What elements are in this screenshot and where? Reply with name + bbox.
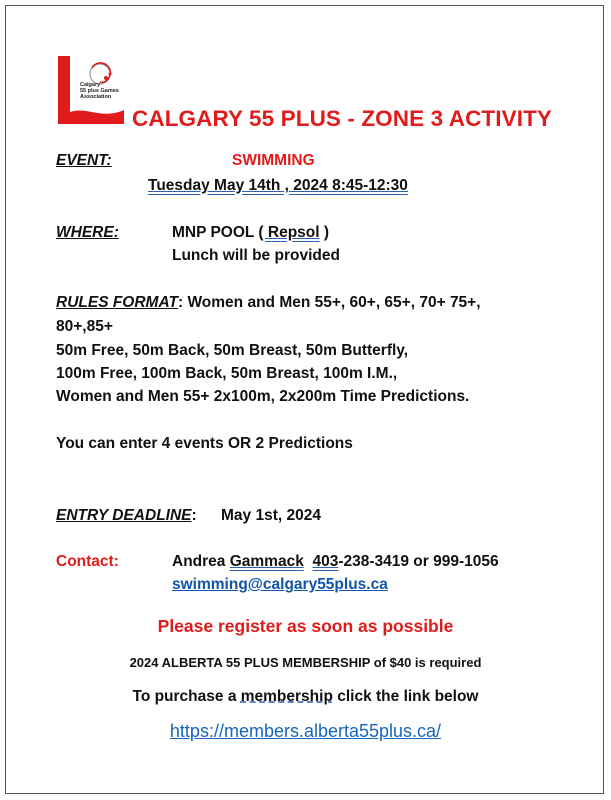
lunch-note: Lunch will be provided bbox=[172, 247, 340, 264]
where-label: WHERE: bbox=[56, 224, 119, 241]
rules-line-4: 100m Free, 100m Back, 50m Breast, 100m I.M., bbox=[56, 365, 398, 382]
deadline-label: ENTRY DEADLINE: bbox=[56, 507, 197, 524]
page-title: CALGARY 55 PLUS - ZONE 3 ACTIVITY bbox=[132, 106, 553, 131]
event-label: EVENT: bbox=[56, 152, 112, 169]
rules-line-1: RULES FORMAT: Women and Men 55+, 60+, 65+, 70+ 75+, bbox=[56, 294, 481, 311]
enter-note: You can enter 4 events OR 2 Predictions bbox=[56, 435, 353, 452]
membership-note: 2024 ALBERTA 55 PLUS MEMBERSHIP of $40 is required bbox=[129, 655, 482, 670]
register-note: Please register as soon as possible bbox=[157, 616, 454, 636]
deadline-value: May 1st, 2024 bbox=[221, 507, 321, 524]
event-date: Tuesday May 14th , 2024 8:45-12:30 bbox=[148, 177, 408, 194]
contact-info: Andrea Gammack 403-238-3419 or 999-1056 bbox=[172, 553, 499, 570]
logo-text: Calgary 55 plus Games Association bbox=[80, 82, 119, 100]
rules-line-3: 50m Free, 50m Back, 50m Breast, 50m Butterfly, bbox=[56, 342, 409, 359]
rules-line-2: 80+,85+ bbox=[56, 318, 113, 335]
event-value: SWIMMING bbox=[232, 152, 315, 169]
purchase-note: To purchase a membership click the link below bbox=[132, 688, 479, 705]
contact-email-link[interactable]: swimming@calgary55plus.ca bbox=[172, 576, 388, 593]
membership-word: membership bbox=[240, 688, 333, 705]
rules-line-5: Women and Men 55+ 2x100m, 2x200m Time Predictions. bbox=[56, 388, 470, 405]
membership-url-line bbox=[0, 721, 611, 742]
contact-label: Contact: bbox=[56, 553, 119, 570]
where-venue: MNP POOL ( Repsol ) bbox=[172, 224, 330, 241]
membership-url-link[interactable]: https://members.alberta55plus.ca/ bbox=[169, 721, 442, 741]
